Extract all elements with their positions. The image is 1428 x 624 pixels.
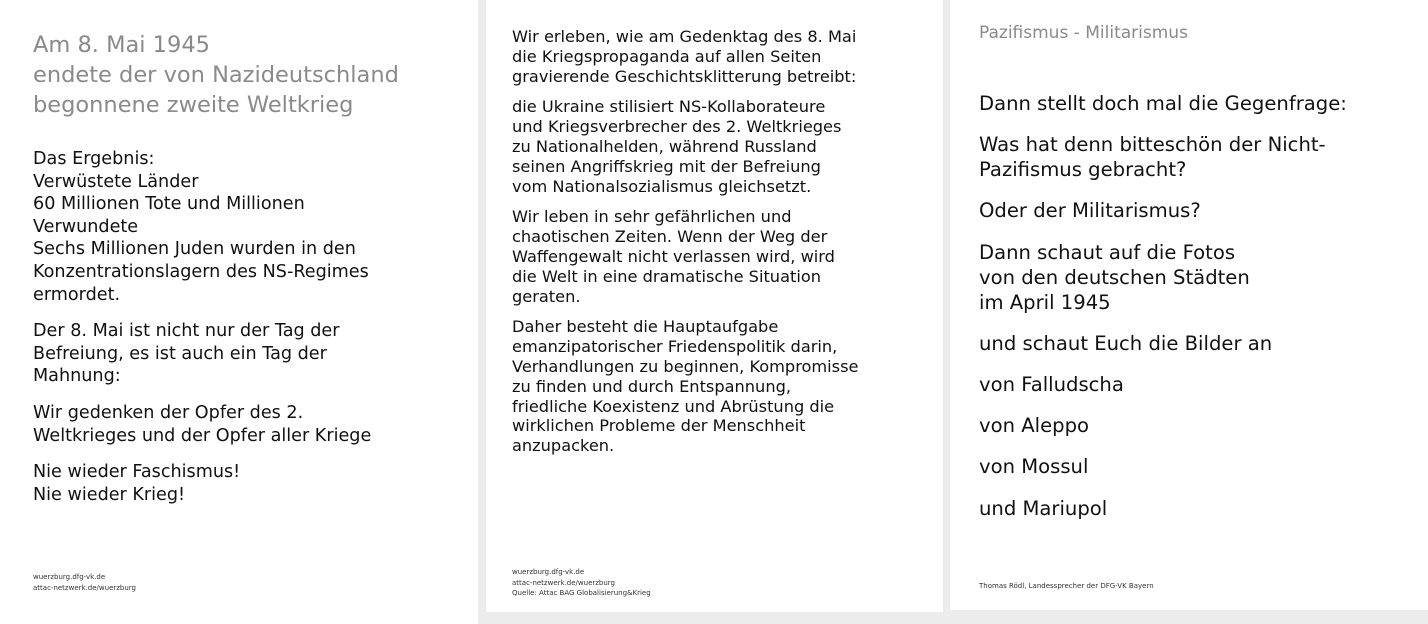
paragraph <box>979 91 1347 116</box>
text-line: ermordet. <box>33 284 121 305</box>
paragraph <box>979 454 1347 479</box>
text-line: wirklichen Probleme der Menschheit <box>512 416 806 436</box>
text-line: Befreiung, es ist auch ein Tag der <box>33 343 327 364</box>
text-line: anzupacken. <box>512 436 615 456</box>
text-line: chaotischen Zeiten. Wenn der Weg der <box>512 227 828 247</box>
paragraph <box>33 148 371 306</box>
source-line: wuerzburg.dfg-vk.de <box>33 573 106 581</box>
text-line: Waffengewalt nicht verlassen wird, wird <box>512 246 835 266</box>
slide-left <box>0 0 478 624</box>
title-line: begonnene zweite Weltkrieg <box>33 92 354 118</box>
text-line: geraten. <box>512 286 581 306</box>
paragraph <box>33 461 371 506</box>
text-line: vom Nationalsozialismus gleichsetzt. <box>512 176 812 196</box>
source-line: attac-netzwerk.de/wuerzburg <box>512 578 616 587</box>
title-line: endete der von Nazideutschland <box>33 62 399 88</box>
slide-right-body <box>979 91 1347 537</box>
slide-left-source <box>33 572 136 594</box>
text-line: von den deutschen Städten <box>979 265 1250 289</box>
text-line: und Mariupol <box>979 496 1108 520</box>
text-line: und Kriegsverbrecher des 2. Weltkrieges <box>512 117 842 137</box>
slide-right-title: Pazifismus - Militarismus <box>979 23 1188 43</box>
paragraph <box>512 317 859 456</box>
paragraph <box>512 97 859 196</box>
slide-middle-body <box>512 27 859 467</box>
text-line: Wir leben in sehr gefährlichen und <box>512 207 792 227</box>
text-line: gravierende Geschichtsklitterung betreibt: <box>512 66 857 86</box>
text-line: Wir gedenken der Opfer des 2. <box>33 402 304 423</box>
text-line: Mahnung: <box>33 366 121 387</box>
text-line: Daher besteht die Hauptaufgabe <box>512 317 779 337</box>
text-line: und schaut Euch die Bilder an <box>979 331 1273 355</box>
text-line: 60 Millionen Tote und Millionen <box>33 194 305 215</box>
text-line: Nie wieder Krieg! <box>33 484 186 505</box>
text-line: Verwüstete Länder <box>33 171 199 192</box>
text-line: von Mossul <box>979 455 1089 479</box>
text-line: die Welt in eine dramatische Situation <box>512 266 821 286</box>
text-line: Der 8. Mai ist nicht nur der Tag der <box>33 321 340 342</box>
text-line: friedliche Koexistenz und Abrüstung die <box>512 396 835 416</box>
slide-middle <box>486 0 943 612</box>
text-line: Verhandlungen zu beginnen, Kompromisse <box>512 356 859 376</box>
text-line: Das Ergebnis: <box>33 149 155 169</box>
text-line: Nie wieder Faschismus! <box>33 462 241 483</box>
title-line: Am 8. Mai 1945 <box>33 32 210 58</box>
slide-left-title <box>33 30 399 120</box>
paragraph <box>33 402 371 447</box>
source-line: Quelle: Attac BAG Globalisierung&Krieg <box>512 589 651 597</box>
text-line: die Ukraine stilisiert NS-Kollaborateure <box>512 97 826 117</box>
text-line: seinen Angriffskrieg mit der Befreiung <box>512 156 821 176</box>
text-line: Konzentrationslagern des NS-Regimes <box>33 261 369 282</box>
text-line: Dann stellt doch mal die Gegenfrage: <box>979 92 1347 115</box>
text-line: von Aleppo <box>979 414 1089 438</box>
paragraph <box>979 240 1347 315</box>
text-line: Dann schaut auf die Fotos <box>979 240 1236 264</box>
paragraph <box>979 413 1347 438</box>
text-line: zu Nationalhelden, während Russland <box>512 136 817 156</box>
text-line: Verwundete <box>33 216 139 237</box>
slide-left-body <box>33 148 371 520</box>
paragraph <box>512 27 859 86</box>
text-line: Wir erleben, wie am Gedenktag des 8. Mai <box>512 27 857 46</box>
text-line: Weltkrieges und der Opfer aller Kriege <box>33 425 372 446</box>
slide-right-source: Thomas Rödl, Landessprecher der DFG-VK Bayern <box>979 582 1154 590</box>
text-line: Was hat denn bitteschön der Nicht- <box>979 133 1326 157</box>
text-line: Pazifismus gebracht? <box>979 158 1187 182</box>
paragraph <box>979 132 1347 182</box>
text-line: Sechs Millionen Juden wurden in den <box>33 239 356 260</box>
slide-right <box>950 0 1428 610</box>
text-line: emanzipatorischer Friedenspolitik darin, <box>512 337 838 357</box>
source-line: wuerzburg.dfg-vk.de <box>512 568 585 576</box>
text-line: im April 1945 <box>979 290 1111 314</box>
source-line: attac-netzwerk.de/wuerzburg <box>33 584 137 592</box>
paragraph <box>33 320 371 388</box>
text-line: von Falludscha <box>979 372 1124 396</box>
paragraph <box>979 372 1347 397</box>
slide-middle-source <box>512 567 651 599</box>
text-line: zu finden und durch Entspannung, <box>512 376 791 396</box>
paragraph <box>979 331 1347 356</box>
paragraph <box>512 207 859 306</box>
text-line: Oder der Militarismus? <box>979 199 1201 223</box>
paragraph <box>979 198 1347 223</box>
text-line: die Kriegspropaganda auf allen Seiten <box>512 46 822 66</box>
paragraph <box>979 496 1347 521</box>
